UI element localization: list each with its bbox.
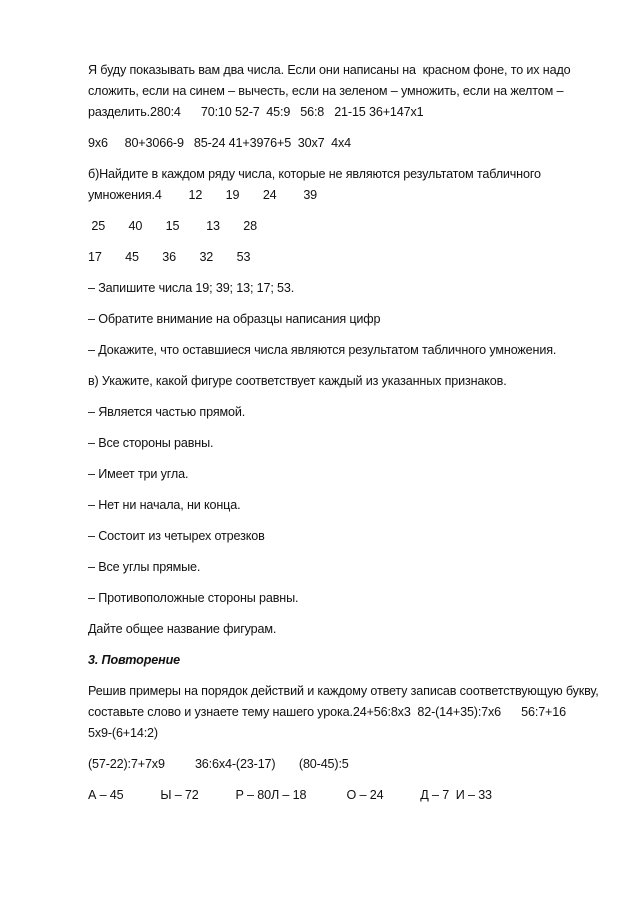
document-page xyxy=(88,60,608,816)
number-row-2: 25 40 15 13 28 xyxy=(88,219,258,233)
feature-item: – Имеет три угла. xyxy=(88,467,189,481)
general-name-instruction: Дайте общее название фигурам. xyxy=(88,622,277,636)
number-row-3: 17 45 36 32 53 xyxy=(88,250,251,264)
instruction-prove: – Докажите, что оставшиеся числа являются результатом табличного умножения. xyxy=(88,343,557,357)
feature-item: – Нет ни начала, ни конца. xyxy=(88,498,241,512)
expressions-line: 9х6 80+3066-9 85-24 41+3976+5 30х7 4х4 xyxy=(88,136,352,150)
section-heading-review: 3. Повторение xyxy=(88,653,180,667)
intro-instructions-paragraph: Я буду показывать вам два числа. Если они написаны на красном фоне, то их надо сложить, если на синем – вычесть, если на зеленом – умножить, если на желтом – разделить.280:4 70:10 52-7 45:9 56:8 21-15 36+147х1 xyxy=(88,63,574,119)
feature-item: – Противоположные стороны равны. xyxy=(88,591,299,605)
feature-item: – Состоит из четырех отрезков xyxy=(88,529,265,543)
instruction-write-numbers: – Запишите числа 19; 39; 13; 17; 53. xyxy=(88,281,295,295)
instruction-digit-samples: – Обратите внимание на образцы написания цифр xyxy=(88,312,381,326)
feature-item: – Является частью прямой. xyxy=(88,405,246,419)
feature-item: – Все стороны равны. xyxy=(88,436,214,450)
letter-answer-key: А – 45 Ы – 72 Р – 80Л – 18 О – 24 Д – 7 И – 33 xyxy=(88,788,492,802)
feature-item: – Все углы прямые. xyxy=(88,560,201,574)
review-expressions-line: (57-22):7+7х9 36:6х4-(23-17) (80-45):5 xyxy=(88,757,349,771)
review-task-paragraph: Решив примеры на порядок действий и каждому ответу записав соответствующую букву, составьте слово и узнаете тему нашего урока.24+56:8х3 82-(14+35):7х6 56:7+16 5х9-(6+14:2) xyxy=(88,684,603,740)
task-b-paragraph: б)Найдите в каждом ряду числа, которые не являются результатом табличного умножения.4 12 19 24 39 xyxy=(88,167,545,202)
task-c-paragraph: в) Укажите, какой фигуре соответствует каждый из указанных признаков. xyxy=(88,374,507,388)
